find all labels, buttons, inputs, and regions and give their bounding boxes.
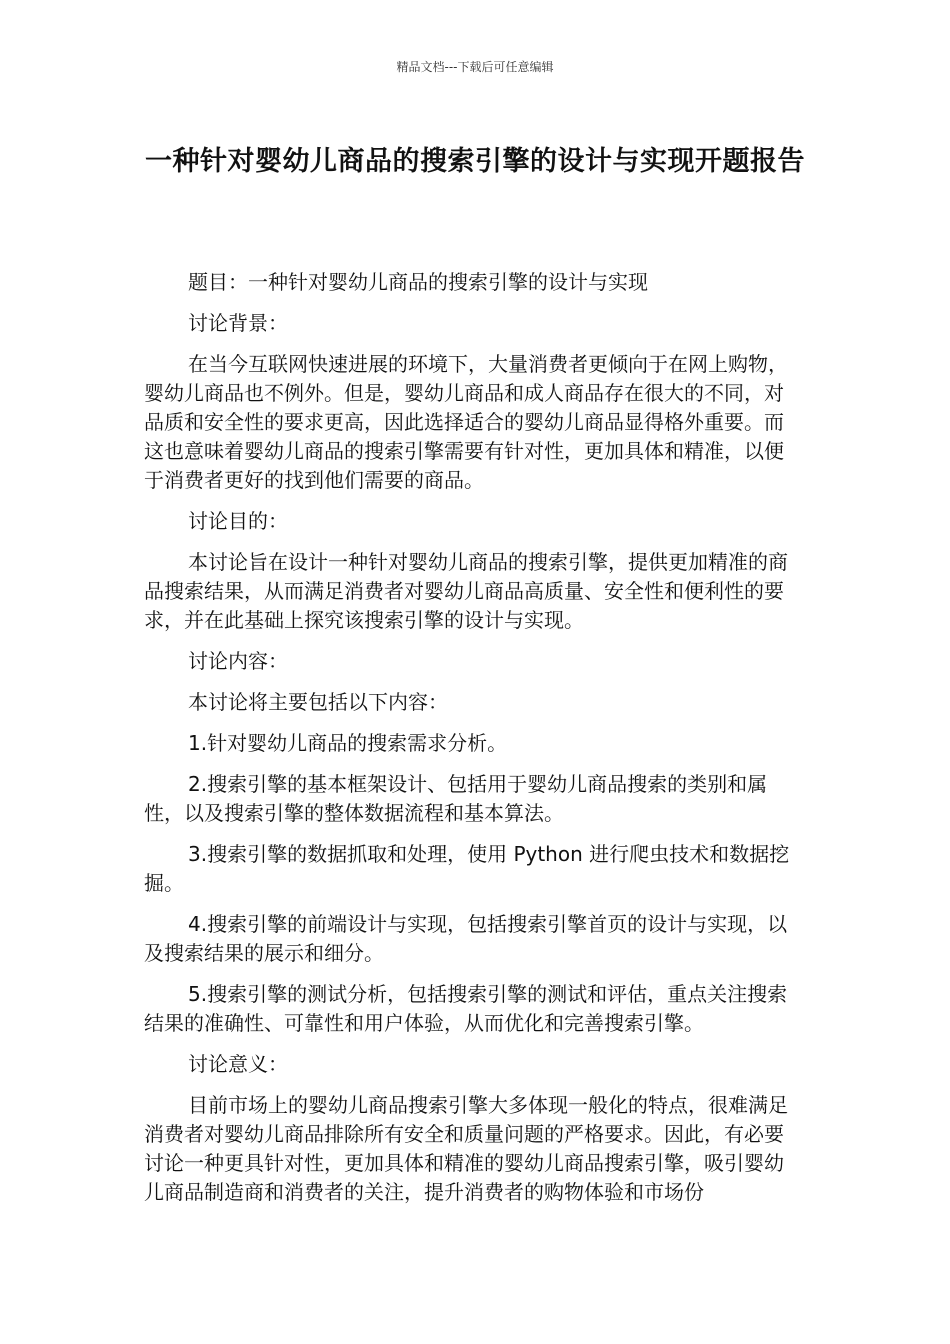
- document-title: 一种针对婴幼儿商品的搜索引擎的设计与实现开题报告: [145, 146, 805, 177]
- page-header-note: 精品文档---下载后可任意编辑: [396, 60, 554, 74]
- heading-significance: 讨论意义：: [188, 1052, 288, 1076]
- list-item-1: 1.针对婴幼儿商品的搜索需求分析。: [188, 731, 508, 755]
- list-item-5: 5.搜索引擎的测试分析，包括搜索引擎的测试和评估，重点关注搜索结果的准确性、可靠性和用户体验，从而优化和完善搜索引擎。: [144, 982, 788, 1035]
- document-body: [144, 268, 794, 1219]
- list-item-4: 4.搜索引擎的前端设计与实现，包括搜索引擎首页的设计与实现，以及搜索结果的展示和细分。: [144, 912, 788, 965]
- paragraph-significance: 目前市场上的婴幼儿商品搜索引擎大多体现一般化的特点，很难满足消费者对婴幼儿商品排除所有安全和质量问题的严格要求。因此，有必要讨论一种更具针对性，更加具体和精准的婴幼儿商品搜索引擎，吸引婴幼儿商品制造商和消费者的关注，提升消费者的购物体验和市场份: [144, 1093, 788, 1204]
- heading-background: 讨论背景：: [188, 311, 288, 335]
- heading-purpose: 讨论目的：: [188, 509, 288, 533]
- heading-content: 讨论内容：: [188, 649, 288, 673]
- paragraph-topic: 题目：一种针对婴幼儿商品的搜索引擎的设计与实现: [188, 270, 648, 294]
- list-item-2: 2.搜索引擎的基本框架设计、包括用于婴幼儿商品搜索的类别和属性，以及搜索引擎的整体数据流程和基本算法。: [144, 772, 768, 825]
- paragraph-content-intro: 本讨论将主要包括以下内容：: [188, 690, 448, 714]
- list-item-3: 3.搜索引擎的数据抓取和处理，使用 Python 进行爬虫技术和数据挖掘。: [144, 842, 790, 895]
- paragraph-purpose: 本讨论旨在设计一种针对婴幼儿商品的搜索引擎，提供更加精准的商品搜索结果，从而满足消费者对婴幼儿商品高质量、安全性和便利性的要求，并在此基础上探究该搜索引擎的设计与实现。: [144, 550, 788, 632]
- paragraph-background: 在当今互联网快速进展的环境下，大量消费者更倾向于在网上购物，婴幼儿商品也不例外。但是，婴幼儿商品和成人商品存在很大的不同，对品质和安全性的要求更高，因此选择适合的婴幼儿商品显得格外重要。而这也意味着婴幼儿商品的搜索引擎需要有针对性，更加具体和精准，以便于消费者更好的找到他们需要的商品。: [144, 352, 788, 492]
